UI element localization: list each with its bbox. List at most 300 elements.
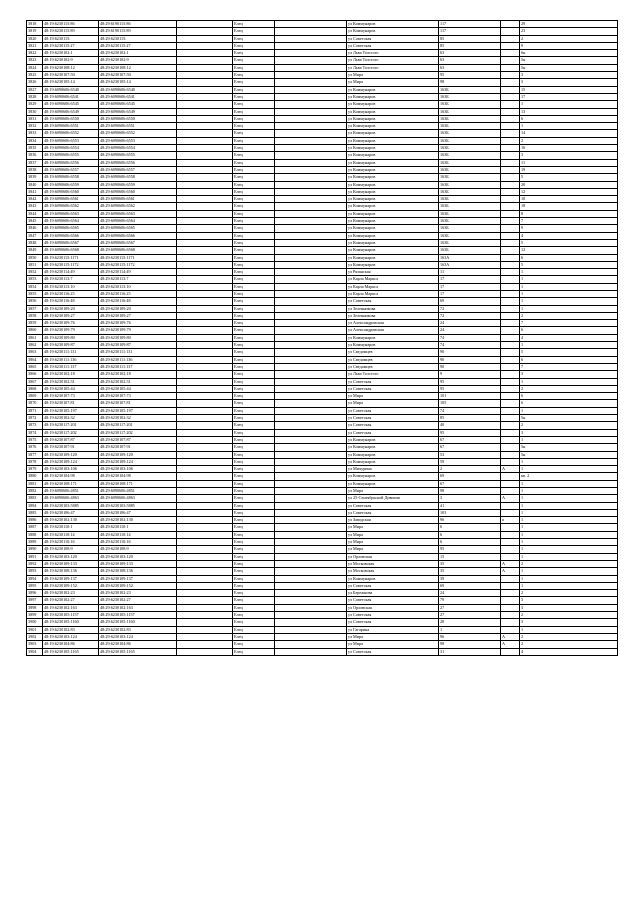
cell-cadastral-number: 48:29:6090606:6560 <box>99 188 177 195</box>
cell-house-number: 163Б <box>439 93 501 100</box>
cell-old-cadastral-number: 48:19:6230103:124 <box>43 633 99 640</box>
cell-apartment-number: 1 <box>520 276 618 283</box>
cell-city: Елец <box>233 232 275 239</box>
cell-old-cadastral-number: 48:19:6230103:120 <box>43 553 99 560</box>
cell-cadastral-number: 48:29:6230108:136 <box>99 568 177 575</box>
cell-settlement <box>275 466 347 473</box>
cell-district <box>177 334 233 341</box>
cell-settlement <box>275 363 347 370</box>
cell-city: Елец <box>233 444 275 451</box>
cell-settlement <box>275 546 347 553</box>
cell-building-letter <box>501 86 520 93</box>
cell-cadastral-number: 48:29:6190115:86 <box>99 21 177 28</box>
cell-cadastral-number: 48:29:6230107:50 <box>99 72 177 79</box>
table-row <box>27 261 618 268</box>
cell-old-cadastral-number: 48:19:6230107:81 <box>43 400 99 407</box>
cell-building-letter <box>501 444 520 451</box>
cell-building-letter <box>501 619 520 626</box>
cell-house-number: 85 <box>439 42 501 49</box>
cell-city: Елец <box>233 320 275 327</box>
cell-building-letter <box>501 539 520 546</box>
cell-building-letter <box>501 312 520 319</box>
cell-settlement <box>275 400 347 407</box>
cell-row-number: 3893 <box>27 568 43 575</box>
cell-city: Елец <box>233 633 275 640</box>
cell-building-letter <box>501 473 520 480</box>
cell-house-number: 163Б <box>439 218 501 225</box>
cell-building-letter <box>501 203 520 210</box>
table-row <box>27 517 618 524</box>
table-row <box>27 232 618 239</box>
cell-street: ул Сведомцев <box>347 349 439 356</box>
cell-apartment-number: 1 <box>520 509 618 516</box>
cell-apartment-number: 5н <box>520 64 618 71</box>
table-row <box>27 64 618 71</box>
cell-apartment-number: 13 <box>520 108 618 115</box>
cell-apartment-number: 6 <box>520 254 618 261</box>
cell-building-letter: А <box>501 568 520 575</box>
cell-house-number: 69 <box>439 298 501 305</box>
cell-cadastral-number: 48:29:6230103:5885 <box>99 502 177 509</box>
cell-settlement <box>275 393 347 400</box>
cell-old-cadastral-number: 48:19:6230102:31 <box>43 378 99 385</box>
cell-old-cadastral-number: 48:19:6230105:1157 <box>43 612 99 619</box>
cell-district <box>177 276 233 283</box>
cell-apartment-number: 2 <box>520 590 618 597</box>
cell-row-number: 3874 <box>27 429 43 436</box>
cell-cadastral-number: 48:29:6230116:25 <box>99 290 177 297</box>
cell-street: ул Коммунаров <box>347 451 439 458</box>
cell-row-number: 3855 <box>27 290 43 297</box>
cell-street: ул Гагарина <box>347 626 439 633</box>
cell-apartment-number: 7 <box>520 218 618 225</box>
cell-apartment-number: 3 <box>520 429 618 436</box>
cell-settlement <box>275 64 347 71</box>
cell-cadastral-number: 48:29:6230111:137 <box>99 363 177 370</box>
cell-cadastral-number: 48:29:6230106:47 <box>99 509 177 516</box>
table-row <box>27 28 618 35</box>
cell-house-number: 27 <box>439 604 501 611</box>
cell-city: Елец <box>233 28 275 35</box>
cell-building-letter <box>501 35 520 42</box>
cell-city: Елец <box>233 466 275 473</box>
cell-street: ул Мира <box>347 531 439 538</box>
cell-settlement <box>275 531 347 538</box>
cell-street: ул Коммунаров <box>347 254 439 261</box>
cell-cadastral-number: 48:29:6230109:137 <box>99 575 177 582</box>
cell-district <box>177 539 233 546</box>
cell-house-number: 163Б <box>439 108 501 115</box>
cell-row-number: 3900 <box>27 619 43 626</box>
cell-city: Елец <box>233 210 275 217</box>
cell-district <box>177 480 233 487</box>
cell-cadastral-number: 48:29:6230115: <box>99 35 177 42</box>
cell-row-number: 3897 <box>27 597 43 604</box>
cell-street: ул Советская <box>347 582 439 589</box>
cell-building-letter <box>501 488 520 495</box>
cell-district <box>177 451 233 458</box>
cell-row-number: 3886 <box>27 517 43 524</box>
cell-cadastral-number: 48:29:6090606:6561 <box>99 196 177 203</box>
cell-cadastral-number: 48:29:6230107:87 <box>99 436 177 443</box>
cell-cadastral-number: 48:29:6090606:6564 <box>99 218 177 225</box>
cell-city: Елец <box>233 342 275 349</box>
cell-district <box>177 524 233 531</box>
table-row <box>27 626 618 633</box>
cell-row-number: 3904 <box>27 648 43 655</box>
cell-city: Елец <box>233 159 275 166</box>
cell-street: ул Коммунаров <box>347 480 439 487</box>
cell-building-letter <box>501 575 520 582</box>
cell-city: Елец <box>233 42 275 49</box>
cell-settlement <box>275 385 347 392</box>
cell-cadastral-number: 48:29:6230102:18 <box>99 371 177 378</box>
cell-street: ул Льва Толстого <box>347 50 439 57</box>
cell-cadastral-number: 48:29:6230102:32 <box>99 415 177 422</box>
cell-cadastral-number: 48:29:6090606:6556 <box>99 159 177 166</box>
cell-cadastral-number: 48:29:6230105:1157 <box>99 612 177 619</box>
cell-apartment-number: 20 <box>520 181 618 188</box>
table-row <box>27 524 618 531</box>
cell-city: Елец <box>233 407 275 414</box>
cell-district <box>177 108 233 115</box>
cell-district <box>177 298 233 305</box>
cell-house-number: 63 <box>439 50 501 57</box>
table-row <box>27 342 618 349</box>
cell-row-number: 3844 <box>27 210 43 217</box>
cell-building-letter: А <box>501 560 520 567</box>
cell-house-number: 79 <box>439 597 501 604</box>
cell-settlement <box>275 108 347 115</box>
cell-building-letter <box>501 590 520 597</box>
cell-street: ул Коммунаров <box>347 196 439 203</box>
cell-city: Елец <box>233 371 275 378</box>
cell-apartment-number: 5 <box>520 261 618 268</box>
cell-cadastral-number: 48:29:6230102:1 <box>99 50 177 57</box>
cell-building-letter: А <box>501 495 520 502</box>
cell-district <box>177 42 233 49</box>
cell-city: Елец <box>233 415 275 422</box>
cell-building-letter <box>501 327 520 334</box>
cell-old-cadastral-number: 48:19:6090606:6562 <box>43 203 99 210</box>
cell-settlement <box>275 444 347 451</box>
cell-cadastral-number: 48:29:6230109:152 <box>99 582 177 589</box>
cell-district <box>177 312 233 319</box>
cell-old-cadastral-number: 48:19:6230102:130 <box>43 517 99 524</box>
cell-city: Елец <box>233 363 275 370</box>
table-row <box>27 400 618 407</box>
cell-building-letter <box>501 422 520 429</box>
cell-old-cadastral-number: 48:19:6090606:6564 <box>43 218 99 225</box>
cell-house-number: 163Б <box>439 181 501 188</box>
cell-old-cadastral-number: 48:19:6090606:6551 <box>43 123 99 130</box>
cell-building-letter <box>501 21 520 28</box>
table-row <box>27 436 618 443</box>
table-row <box>27 57 618 64</box>
cell-settlement <box>275 218 347 225</box>
cell-house-number: 72 <box>439 312 501 319</box>
cell-settlement <box>275 196 347 203</box>
cell-street: ул Льва Толстого <box>347 371 439 378</box>
cell-district <box>177 166 233 173</box>
cell-apartment-number: 1 <box>520 575 618 582</box>
cell-street: ул Коммунаров <box>347 159 439 166</box>
table-row <box>27 42 618 49</box>
cell-old-cadastral-number: 48:19:6230102:83 <box>43 626 99 633</box>
cell-apartment-number: кв. 2 <box>520 473 618 480</box>
cell-old-cadastral-number: 48:19:6230102:27 <box>43 597 99 604</box>
cell-district <box>177 626 233 633</box>
cell-street: ул Коммунаров <box>347 458 439 465</box>
cell-district <box>177 356 233 363</box>
cell-house-number: 59 <box>439 458 501 465</box>
cell-city: Елец <box>233 400 275 407</box>
cell-row-number: 3895 <box>27 582 43 589</box>
cell-cadastral-number: 48:29:6230107:81 <box>99 400 177 407</box>
cell-house-number: 67 <box>439 480 501 487</box>
cell-city: Елец <box>233 174 275 181</box>
table-row <box>27 152 618 159</box>
cell-building-letter <box>501 400 520 407</box>
cell-street: ул Сведомцев <box>347 356 439 363</box>
cell-settlement <box>275 356 347 363</box>
cell-cadastral-number: 48:29:6230102:163 <box>99 604 177 611</box>
cell-cadastral-number: 48:29:6230108:9 <box>99 546 177 553</box>
cell-apartment-number: 9 <box>520 42 618 49</box>
cell-old-cadastral-number: 48:19:6090606:6560 <box>43 188 99 195</box>
cell-house-number: 53 <box>439 451 501 458</box>
table-row <box>27 385 618 392</box>
cell-building-letter <box>501 436 520 443</box>
cell-cadastral-number: 48:29:6230102:27 <box>99 597 177 604</box>
table-row <box>27 276 618 283</box>
cell-district <box>177 283 233 290</box>
cell-settlement <box>275 451 347 458</box>
cell-cadastral-number: 48:29:6090606:6567 <box>99 239 177 246</box>
cell-cadastral-number: 48:29:6230114:49 <box>99 269 177 276</box>
cell-old-cadastral-number: 48:19:6230109:133 <box>43 560 99 567</box>
cell-house-number: 41 <box>439 502 501 509</box>
cell-settlement <box>275 488 347 495</box>
table-row <box>27 349 618 356</box>
cell-old-cadastral-number: 48:19:6230115: <box>43 35 99 42</box>
cell-street: ул Советская <box>347 298 439 305</box>
table-row <box>27 502 618 509</box>
cell-cadastral-number: 48:29:6090606:6551 <box>99 123 177 130</box>
cell-row-number: 3880 <box>27 473 43 480</box>
cell-house-number: 24 <box>439 320 501 327</box>
cell-apartment-number: 2 <box>520 312 618 319</box>
cell-old-cadastral-number: 48:19:6230103:5885 <box>43 502 99 509</box>
cell-house-number: 163Б <box>439 239 501 246</box>
cell-building-letter <box>501 174 520 181</box>
cell-house-number: 15 <box>439 553 501 560</box>
cell-apartment-number: 5н <box>520 57 618 64</box>
cell-house-number: 72 <box>439 305 501 312</box>
cell-district <box>177 363 233 370</box>
cell-building-letter <box>501 320 520 327</box>
table-row <box>27 371 618 378</box>
cell-district <box>177 57 233 64</box>
cell-cadastral-number: 48:29:6090606:4863 <box>99 495 177 502</box>
cell-settlement <box>275 327 347 334</box>
cell-street: ул Мира <box>347 72 439 79</box>
cell-building-letter <box>501 166 520 173</box>
cell-row-number: 3896 <box>27 590 43 597</box>
cell-apartment-number: 10 <box>520 196 618 203</box>
cell-building-letter <box>501 239 520 246</box>
cell-building-letter <box>501 429 520 436</box>
cell-old-cadastral-number: 48:19:6230115:1172 <box>43 261 99 268</box>
cell-row-number: 3827 <box>27 86 43 93</box>
cell-old-cadastral-number: 48:19:6090606:6552 <box>43 130 99 137</box>
cell-cadastral-number: 48:29:6230115:27 <box>99 42 177 49</box>
cell-city: Елец <box>233 137 275 144</box>
cell-row-number: 3829 <box>27 101 43 108</box>
cell-apartment-number: 1 <box>520 298 618 305</box>
cell-city: Елец <box>233 597 275 604</box>
cell-street: ул Сведомцев <box>347 363 439 370</box>
cell-apartment-number: 1 <box>520 378 618 385</box>
cell-settlement <box>275 436 347 443</box>
cell-street: ул Советская <box>347 385 439 392</box>
cell-row-number: 3881 <box>27 480 43 487</box>
cell-city: Елец <box>233 451 275 458</box>
cell-row-number: 3890 <box>27 546 43 553</box>
cell-street: ул Коммунаров <box>347 152 439 159</box>
cell-old-cadastral-number: 48:19:6230108:12 <box>43 64 99 71</box>
cell-street: ул Коммунаров <box>347 239 439 246</box>
cell-cadastral-number: 48:29:6230109:120 <box>99 451 177 458</box>
cell-district <box>177 385 233 392</box>
cell-building-letter <box>501 254 520 261</box>
cell-cadastral-number: 48:29:6230117:201 <box>99 422 177 429</box>
cell-cadastral-number: 48:29:6230108:12 <box>99 64 177 71</box>
cell-city: Елец <box>233 225 275 232</box>
cell-old-cadastral-number: 48:19:6090606:6549 <box>43 108 99 115</box>
cell-old-cadastral-number: 48:19:6230113:7 <box>43 276 99 283</box>
cell-street: ул Советская <box>347 648 439 655</box>
cell-house-number: 163Б <box>439 210 501 217</box>
cell-street: ул Советская <box>347 378 439 385</box>
cell-street: ул Коммунаров <box>347 210 439 217</box>
cell-apartment-number: 2 <box>520 422 618 429</box>
cell-street: ул Мира <box>347 79 439 86</box>
cell-district <box>177 247 233 254</box>
cell-apartment-number: 2 <box>520 35 618 42</box>
cell-apartment-number: 17 <box>520 93 618 100</box>
cell-apartment-number: 4 <box>520 648 618 655</box>
cell-row-number: 3861 <box>27 334 43 341</box>
cell-apartment-number: 1 <box>520 531 618 538</box>
cell-district <box>177 101 233 108</box>
cell-old-cadastral-number: 48:19:6230111:137 <box>43 363 99 370</box>
cell-city: Елец <box>233 458 275 465</box>
table-row <box>27 648 618 655</box>
cell-settlement <box>275 93 347 100</box>
cell-row-number: 3870 <box>27 400 43 407</box>
cell-city: Елец <box>233 79 275 86</box>
cell-district <box>177 50 233 57</box>
cell-settlement <box>275 626 347 633</box>
cell-cadastral-number: 48:29:6230117:202 <box>99 429 177 436</box>
cell-apartment-number: 6н <box>520 50 618 57</box>
cell-street: ул Советская <box>347 415 439 422</box>
cell-cadastral-number: 48:29:6090606:6540 <box>99 86 177 93</box>
table-row <box>27 509 618 516</box>
cell-row-number: 3846 <box>27 225 43 232</box>
cell-row-number: 3839 <box>27 174 43 181</box>
cell-cadastral-number: 48:29:6230109:79 <box>99 327 177 334</box>
table-row <box>27 305 618 312</box>
cell-house-number: 1 <box>439 626 501 633</box>
cell-apartment-number: 3 <box>520 72 618 79</box>
table-row <box>27 196 618 203</box>
table-row <box>27 407 618 414</box>
cell-cadastral-number: 48:29:6090606:6545 <box>99 101 177 108</box>
cell-apartment-number: 4 <box>520 232 618 239</box>
cell-district <box>177 436 233 443</box>
cell-row-number: 3851 <box>27 261 43 268</box>
cell-apartment-number: 6 <box>520 115 618 122</box>
cell-apartment-number: 6 <box>520 327 618 334</box>
cell-street: ул Коммунаров <box>347 188 439 195</box>
cell-old-cadastral-number: 48:19:6230117:201 <box>43 422 99 429</box>
cell-city: Елец <box>233 93 275 100</box>
cell-apartment-number: 1 <box>520 517 618 524</box>
cell-house-number: 95 <box>439 546 501 553</box>
cell-house-number: 63 <box>439 64 501 71</box>
cell-row-number: 3860 <box>27 327 43 334</box>
cell-house-number: 163Б <box>439 159 501 166</box>
cell-cadastral-number: 48:29:6230109:76 <box>99 320 177 327</box>
cell-cadastral-number: 48:29:6090606:6565 <box>99 225 177 232</box>
cell-apartment-number: 5н <box>520 444 618 451</box>
cell-row-number: 3901 <box>27 626 43 633</box>
cell-district <box>177 86 233 93</box>
cell-district <box>177 407 233 414</box>
cell-settlement <box>275 633 347 640</box>
cell-settlement <box>275 312 347 319</box>
cell-old-cadastral-number: 48:19:6230107:50 <box>43 72 99 79</box>
cell-city: Елец <box>233 218 275 225</box>
cell-house-number: 39 <box>439 575 501 582</box>
cell-building-letter: А <box>501 466 520 473</box>
cell-house-number: 163Б <box>439 232 501 239</box>
cell-row-number: 3842 <box>27 196 43 203</box>
cell-city: Елец <box>233 276 275 283</box>
cell-settlement <box>275 480 347 487</box>
cell-cadastral-number: 48:29:6230102:130 <box>99 517 177 524</box>
cell-street: ул Карла Маркса <box>347 283 439 290</box>
cell-city: Елец <box>233 115 275 122</box>
cell-city: Елец <box>233 145 275 152</box>
cell-building-letter <box>501 407 520 414</box>
cell-row-number: 3848 <box>27 239 43 246</box>
cell-house-number: 17 <box>439 290 501 297</box>
cell-city: Елец <box>233 590 275 597</box>
cell-settlement <box>275 232 347 239</box>
cell-row-number: 3830 <box>27 108 43 115</box>
cell-cadastral-number: 48:29:6230115:1171 <box>99 254 177 261</box>
cell-old-cadastral-number: 48:19:6230109:20 <box>43 305 99 312</box>
cell-apartment-number: 8 <box>520 210 618 217</box>
cell-city: Елец <box>233 188 275 195</box>
cell-row-number: 3818 <box>27 21 43 28</box>
cell-house-number: 117 <box>439 21 501 28</box>
cell-cadastral-number: 48:29:6230109:80 <box>99 334 177 341</box>
cell-settlement <box>275 429 347 436</box>
